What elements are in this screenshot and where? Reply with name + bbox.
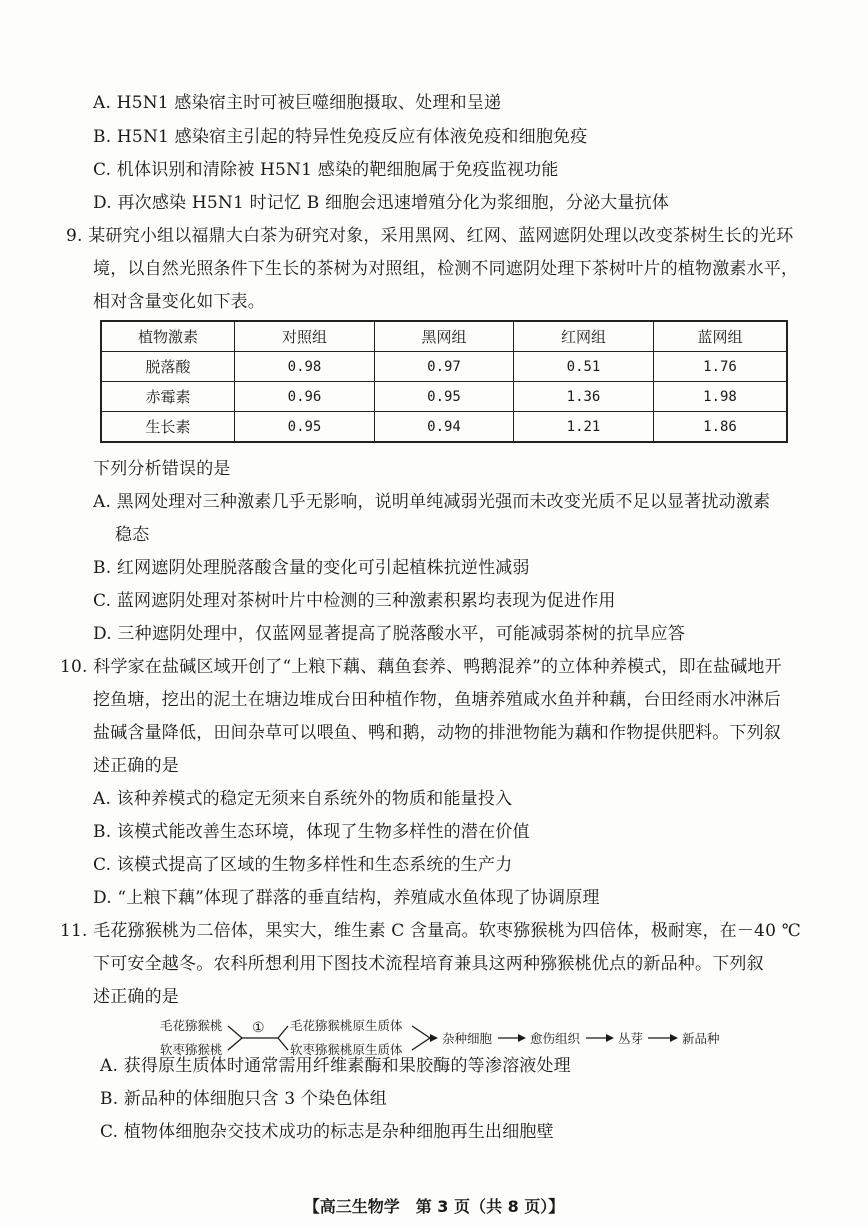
page-footer: 【高三生物学 第 3 页（共 8 页）】 <box>303 1197 565 1216</box>
q8-option-c: C. 机体识别和清除被 H5N1 感染的靶细胞属于免疫监视功能 <box>93 160 559 180</box>
q8-option-d: D. 再次感染 H5N1 时记忆 B 细胞会迅速增殖分化为浆细胞，分泌大量抗体 <box>93 193 670 213</box>
q9-stem-line1: 9. 某研究小组以福鼎大白茶为研究对象，采用黑网、红网、蓝网遮阴处理以改变茶树生长的光环 <box>66 226 794 246</box>
q10-option-c: C. 该模式提高了区域的生物多样性和生态系统的生产力 <box>93 855 513 875</box>
table-header: 红网组 <box>514 321 654 352</box>
table-cell: 0.96 <box>235 382 375 412</box>
breeding-flow-diagram <box>160 1012 780 1060</box>
q9-option-c: C. 蓝网遮阴处理对茶树叶片中检测的三种激素积累均表现为促进作用 <box>93 591 616 611</box>
flow-variety: 新品种 <box>682 1031 720 1046</box>
table-cell: 0.97 <box>375 352 514 382</box>
flow-arrowhead <box>430 1034 438 1042</box>
table-row <box>101 382 787 412</box>
q11-stem-line3: 述正确的是 <box>93 987 179 1007</box>
table-header: 对照组 <box>235 321 375 352</box>
q9-option-b: B. 红网遮阴处理脱落酸含量的变化可引起植株抗逆性减弱 <box>93 558 530 578</box>
flow-step-marker: ① <box>252 1020 265 1036</box>
flow-parent1: 毛花猕猴桃 <box>160 1018 223 1033</box>
q10-stem-line1: 10. 科学家在盐碱区域开创了“上粮下藕、藕鱼套养、鸭鹅混养”的立体种养模式，即在盐碱地开 <box>60 657 782 677</box>
q9-stem-line3: 相对含量变化如下表。 <box>93 292 265 312</box>
q10-stem-line3: 盐碱含量降低，田间杂草可以喂鱼、鸭和鹅，动物的排泄物能为藕和作物提供肥料。下列叙 <box>93 723 781 743</box>
table-cell: 1.36 <box>514 382 654 412</box>
table-cell: 0.51 <box>514 352 654 382</box>
table-cell: 1.98 <box>654 382 788 412</box>
q9-stem-line2: 境，以自然光照条件下生长的茶树为对照组，检测不同遮阴处理下茶树叶片的植物激素水平， <box>93 259 799 279</box>
flow-arrowhead <box>518 1034 526 1042</box>
flow-callus: 愈伤组织 <box>530 1031 581 1046</box>
flow-split-line <box>278 1038 288 1050</box>
table-row <box>101 352 787 382</box>
table-header-row <box>101 321 787 352</box>
q9-option-a-line1: A. 黑网处理对三种激素几乎无影响，说明单纯减弱光强而未改变光质不足以显著扰动激素 <box>93 492 771 512</box>
table-cell: 赤霉素 <box>101 382 235 412</box>
flow-merge-line <box>228 1038 242 1050</box>
table-cell: 0.94 <box>375 412 514 443</box>
flow-merge-line <box>228 1026 242 1038</box>
flow-arrowhead <box>606 1034 614 1042</box>
flow-proto1: 毛花猕猴桃原生质体 <box>290 1018 403 1033</box>
q11-option-c: C. 植物体细胞杂交技术成功的标志是杂种细胞再生出细胞壁 <box>100 1122 554 1142</box>
flow-merge-line <box>412 1026 430 1038</box>
q10-option-d: D. “上粮下藕”体现了群落的垂直结构，养殖咸水鱼体现了协调原理 <box>93 888 600 908</box>
q10-stem-line2: 挖鱼塘，挖出的泥土在塘边堆成台田种植作物，鱼塘养殖咸水鱼并种藕，台田经雨水冲淋后 <box>93 690 781 710</box>
flow-parent2: 软枣猕猴桃 <box>160 1042 223 1057</box>
table-cell: 1.21 <box>514 412 654 443</box>
table-header: 黑网组 <box>375 321 514 352</box>
table-cell: 0.95 <box>235 412 375 443</box>
table-header: 植物激素 <box>101 321 235 352</box>
q11-option-a: A. 获得原生质体时通常需用纤维素酶和果胶酶的等渗溶液处理 <box>100 1056 571 1076</box>
q10-option-b: B. 该模式能改善生态环境，体现了生物多样性的潜在价值 <box>93 822 530 842</box>
table-cell: 1.76 <box>654 352 788 382</box>
flow-arrowhead <box>670 1034 678 1042</box>
table-cell: 0.95 <box>375 382 514 412</box>
table-cell: 生长素 <box>101 412 235 443</box>
q10-option-a: A. 该种养模式的稳定无须来自系统外的物质和能量投入 <box>93 789 513 809</box>
q9-option-a-line2: 稳态 <box>115 525 150 545</box>
flow-split-line <box>278 1026 288 1038</box>
flow-hybrid: 杂种细胞 <box>442 1031 493 1046</box>
table-row <box>101 412 787 443</box>
q11-option-b: B. 新品种的体细胞只含 3 个染色体组 <box>100 1089 387 1109</box>
flow-proto2: 软枣猕猴桃原生质体 <box>290 1042 403 1057</box>
q11-stem-line2: 下可安全越冬。农科所想利用下图技术流程培育兼具这两种猕猴桃优点的新品种。下列叙 <box>93 954 764 974</box>
table-cell: 0.98 <box>235 352 375 382</box>
q8-option-a: A. H5N1 感染宿主时可被巨噬细胞摄取、处理和呈递 <box>93 93 502 113</box>
q8-option-b: B. H5N1 感染宿主引起的特异性免疫反应有体液免疫和细胞免疫 <box>93 127 588 147</box>
flow-merge-line <box>412 1038 430 1050</box>
q11-stem-line1: 11. 毛花猕猴桃为二倍体，果实大，维生素 C 含量高。软枣猕猴桃为四倍体，极耐寒，在－40 ℃ <box>60 921 801 941</box>
hormone-table <box>100 320 788 443</box>
table-header: 蓝网组 <box>654 321 788 352</box>
q10-stem-line4: 述正确的是 <box>93 756 179 776</box>
table-cell: 脱落酸 <box>101 352 235 382</box>
q9-option-d: D. 三种遮阴处理中，仅蓝网显著提高了脱落酸水平，可能减弱茶树的抗旱应答 <box>93 624 686 644</box>
flow-shoot: 丛芽 <box>618 1031 644 1046</box>
table-cell: 1.86 <box>654 412 788 443</box>
q9-prompt: 下列分析错误的是 <box>93 459 231 479</box>
